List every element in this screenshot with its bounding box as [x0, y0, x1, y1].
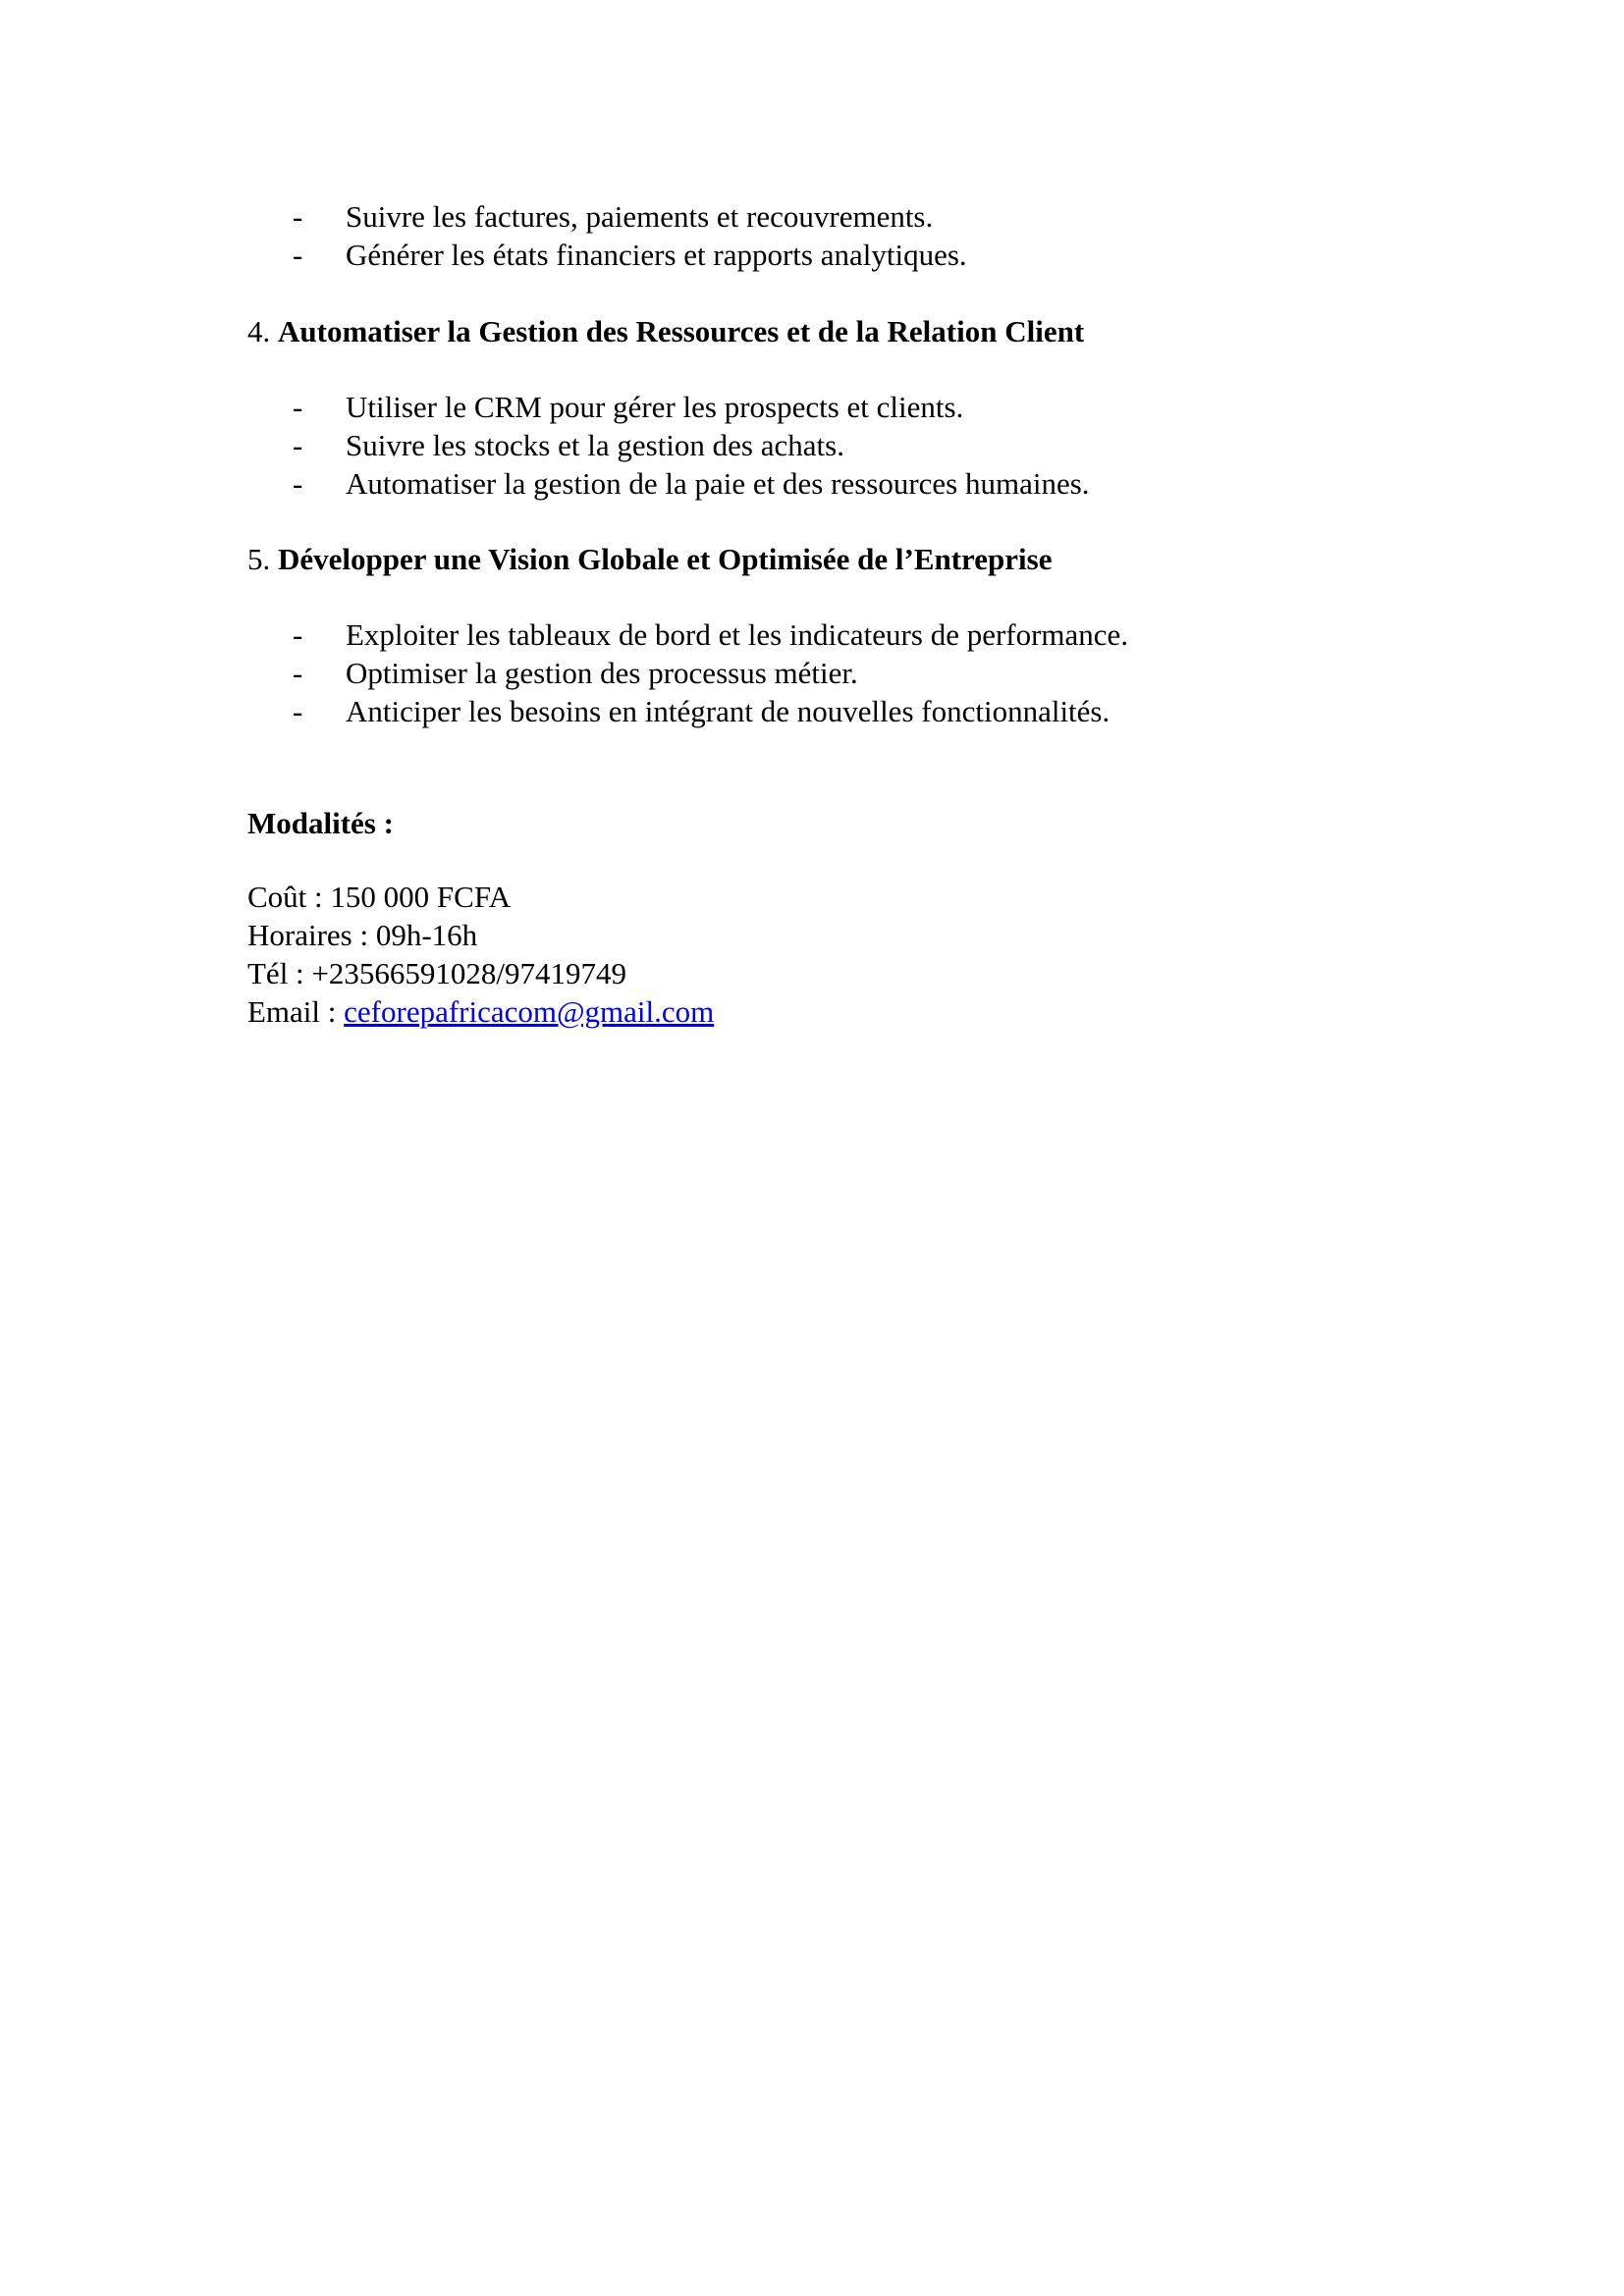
modalites-block	[247, 878, 714, 1031]
bullet-text: Optimiser la gestion des processus métier.	[346, 656, 858, 690]
bullet-marker: -	[293, 428, 303, 462]
bullet-marker: -	[293, 390, 303, 424]
email-link[interactable]: ceforepafricacom@gmail.com	[344, 994, 715, 1029]
section-number: 5.	[247, 542, 271, 576]
list-item	[293, 464, 1090, 503]
bullet-marker: -	[293, 466, 303, 501]
bullet-text: Utiliser le CRM pour gérer les prospects et clients.	[346, 390, 964, 424]
email-line	[247, 992, 714, 1031]
bullet-text: Exploiter les tableaux de bord et les indicateurs de performance.	[346, 617, 1129, 652]
section4-bullet-list	[293, 388, 1090, 503]
section-title: Automatiser la Gestion des Ressources et de la Relation Client	[278, 314, 1085, 348]
list-item	[293, 236, 967, 274]
section5-heading	[247, 540, 1052, 578]
list-item	[293, 692, 1128, 730]
bullet-text: Suivre les factures, paiements et recouvrements.	[346, 199, 934, 234]
section4-heading	[247, 312, 1084, 350]
email-label: Email :	[247, 994, 345, 1029]
list-item	[293, 426, 1090, 464]
bullet-text: Suivre les stocks et la gestion des achats.	[346, 428, 844, 462]
list-item	[293, 197, 967, 236]
bullet-text: Générer les états financiers et rapports analytiques.	[346, 238, 967, 272]
bullet-marker: -	[293, 199, 303, 234]
bullet-marker: -	[293, 238, 303, 272]
list-item	[293, 388, 1090, 426]
bullet-text: Automatiser la gestion de la paie et des ressources humaines.	[346, 466, 1090, 501]
section-number: 4.	[247, 314, 271, 348]
list-item	[293, 615, 1128, 654]
bullet-text: Anticiper les besoins en intégrant de nouvelles fonctionnalités.	[346, 694, 1110, 728]
section5-bullet-list	[293, 615, 1128, 730]
modalites-title: Modalités :	[247, 806, 394, 840]
section3-bullet-list	[293, 197, 967, 274]
bullet-marker: -	[293, 694, 303, 728]
bullet-marker: -	[293, 656, 303, 690]
phone-line: Tél : +23566591028/97419749	[247, 956, 627, 990]
section-title: Développer une Vision Globale et Optimisée de l’Entreprise	[278, 542, 1053, 576]
hours-line: Horaires : 09h-16h	[247, 918, 478, 952]
bullet-marker: -	[293, 617, 303, 652]
cost-line: Coût : 150 000 FCFA	[247, 880, 512, 914]
list-item	[293, 654, 1128, 692]
